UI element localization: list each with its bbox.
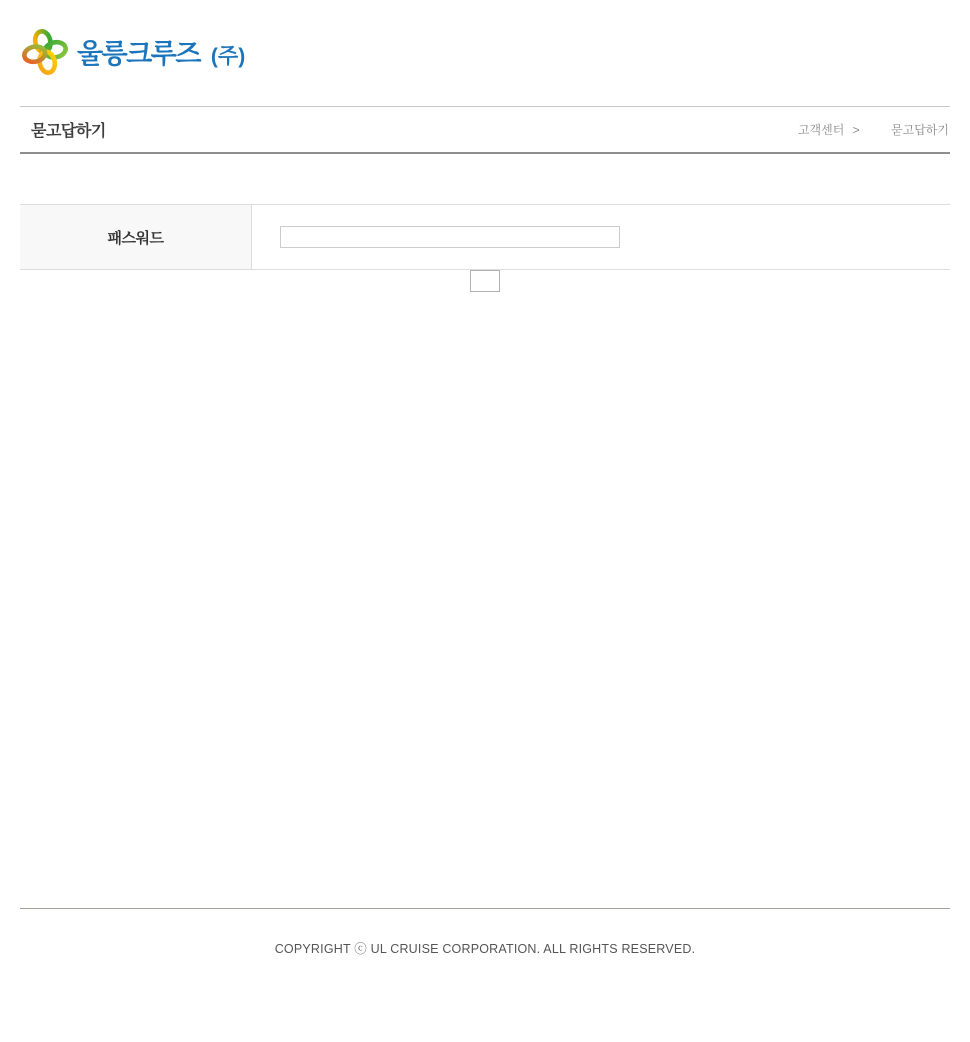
page-title-bar xyxy=(20,106,950,154)
copyright-text: COPYRIGHT ⓒ UL CRUISE CORPORATION. ALL RIGHTS RESERVED. xyxy=(274,942,696,956)
breadcrumb-parent[interactable]: 고객센터 xyxy=(797,123,845,137)
pinwheel-flower-icon xyxy=(22,28,68,81)
breadcrumb-separator: > xyxy=(852,123,860,137)
footer xyxy=(20,908,950,1042)
logo-wordmark: 울릉크루즈 xyxy=(77,39,200,69)
password-input-cell xyxy=(252,205,950,269)
password-label: 패스워드 xyxy=(20,205,252,269)
page-title: 묻고답하기 xyxy=(31,123,106,140)
password-form-table xyxy=(20,204,950,270)
header xyxy=(0,0,970,76)
password-input[interactable] xyxy=(280,226,620,248)
confirm-button[interactable] xyxy=(470,270,500,292)
breadcrumb xyxy=(798,121,950,138)
content-spacer xyxy=(0,292,970,908)
site-logo[interactable] xyxy=(22,28,246,81)
breadcrumb-current: 묻고답하기 xyxy=(891,123,949,137)
logo-suffix: (주) xyxy=(210,44,246,68)
